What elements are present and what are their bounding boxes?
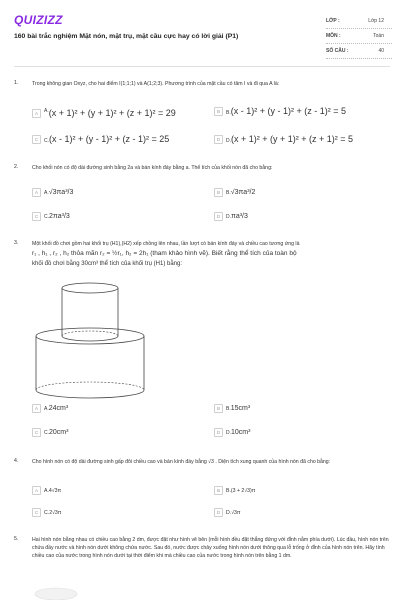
question-text [32,240,392,269]
option-d[interactable] [214,134,353,144]
option-letter-box: C [32,212,41,221]
question-number: 1. [14,80,19,86]
stacked-cylinders-figure [34,282,146,402]
meta-subject [326,29,392,44]
option-text: C.2πa³/3 [44,213,70,220]
option-text: B.15cm³ [226,405,251,412]
option-c[interactable] [32,428,68,437]
option-a[interactable] [32,404,68,413]
option-text: D.πa³/3 [226,213,248,220]
question-text: Trong không gian Oxyz, cho hai điểm I(1;1;1) và A(1;2;3). Phương trình của mặt cầu có tâm I và đi qua A là: [32,81,280,87]
option-letter-box: D [214,135,223,144]
question-4 [14,458,392,466]
option-letter-box: C [32,508,41,517]
meta-value: Lớp 12 [368,18,384,24]
option-text: D.(x + 1)² + (y + 1)² + (z + 1)² = 5 [226,134,354,144]
option-letter-box: B [214,404,223,413]
option-text: B.√3πa³/2 [226,189,256,196]
cone-figure-partial [33,584,79,600]
question-text: Hai hình nón bằng nhau có chiều cao bằng 2 dm, được đặt như hình vẽ bên (mỗi hình đều đặt thẳng đứng với đỉnh nằm phía dưới). Lúc đầu, hình nón trên chứa đầy nước và hình nón dưới không chứa nước. Sau đó, nước được chảy xuống hình nón dưới thông qua lỗ trống ở đỉnh của hình nón trên. Hãy tính chiều cao của nước trong hình nón dưới tại thời điểm khi mà chiều cao của nước trong hình nón trên bằng 1 dm. [32,537,389,559]
option-c[interactable] [32,212,70,221]
option-b[interactable] [214,486,255,495]
option-letter-box: B [214,107,223,116]
option-text: A.24cm³ [44,405,69,412]
question-number: 5. [14,536,19,542]
document-title: 160 bài trắc nghiệm Mặt nón, mặt trụ, mặt cầu cực hay có lời giải (P1) [14,33,239,40]
option-letter-box: A [32,486,41,495]
meta-class [326,14,392,29]
question-5 [14,536,392,560]
option-text: C.2√3π [44,509,62,516]
option-c[interactable] [32,134,169,144]
meta-value: Toán [373,33,384,39]
meta-label: SỐ CÂU : [326,48,349,54]
meta-label: LỚP : [326,18,340,24]
option-b[interactable] [214,106,346,116]
option-c[interactable] [32,508,61,517]
option-letter-box: D [214,212,223,221]
question-number: 2. [14,164,19,170]
question-line: Một khối đồ chơi gồm hai khối trụ (H1),(H2) xếp chồng lên nhau, lần lượt có bán kính đáy và chiều cao tương ứng là [32,241,300,247]
question-line: khối đồ chơi bằng 30cm³ thể tích của khối trụ (H1) bằng: [32,261,183,267]
option-letter-box: C [32,428,41,437]
meta-count [326,44,392,59]
question-number: 3. [14,240,19,246]
question-1 [14,80,392,88]
option-text: D.10cm³ [226,429,251,436]
option-text: B.(x - 1)² + (y - 1)² + (z - 1)² = 5 [226,106,346,116]
option-text: A.4√3π [44,487,62,494]
option-b[interactable] [214,188,255,197]
option-a[interactable] [32,108,176,118]
question-text: Cho hình nón có độ dài đường sinh gấp đôi chiều cao và bán kính đáy bằng √3 . Diện tích xung quanh của hình nón đã cho bằng: [32,459,331,465]
question-number: 4. [14,458,19,464]
option-b[interactable] [214,404,250,413]
meta-label: MÔN : [326,33,341,39]
option-letter-box: B [214,486,223,495]
option-text: C.(x - 1)² + (y - 1)² + (z - 1)² = 25 [44,134,170,144]
option-letter-box: A [32,109,41,118]
option-letter-box: D [214,508,223,517]
question-2 [14,164,392,172]
meta-info [326,14,392,59]
option-letter-box: C [32,135,41,144]
option-text: $^{A.}$(x + 1)² + (y + 1)² + (z + 1)² = 29 [44,108,176,118]
option-letter-box: A [32,188,41,197]
option-d[interactable] [214,212,248,221]
quizizz-logo: QUIZIZZ [14,13,63,27]
meta-value: 40 [378,48,384,54]
option-d[interactable] [214,428,250,437]
question-3 [14,240,392,269]
option-text: D.√3π [226,509,241,516]
option-a[interactable] [32,188,73,197]
option-letter-box: D [214,428,223,437]
option-text: A.√3πa³/3 [44,189,74,196]
option-text: C.20cm³ [44,429,69,436]
option-letter-box: B [214,188,223,197]
question-line: r₁ , h₁ , r₂ , h₂ thỏa mãn r₂ = ½r₁, h₂ = 2h₁ (tham khảo hình vẽ). Biết rằng thể tích của toàn bộ [32,250,297,257]
option-a[interactable] [32,486,61,495]
question-text: Cho khối nón có độ dài đường sinh bằng 2a và bán kính đáy bằng a. Thể tích của khối nón đã cho bằng: [32,165,273,171]
option-text: B.(3 + 2√3)π [226,487,256,494]
option-d[interactable] [214,508,241,517]
header-divider [14,66,390,67]
option-letter-box: A [32,404,41,413]
